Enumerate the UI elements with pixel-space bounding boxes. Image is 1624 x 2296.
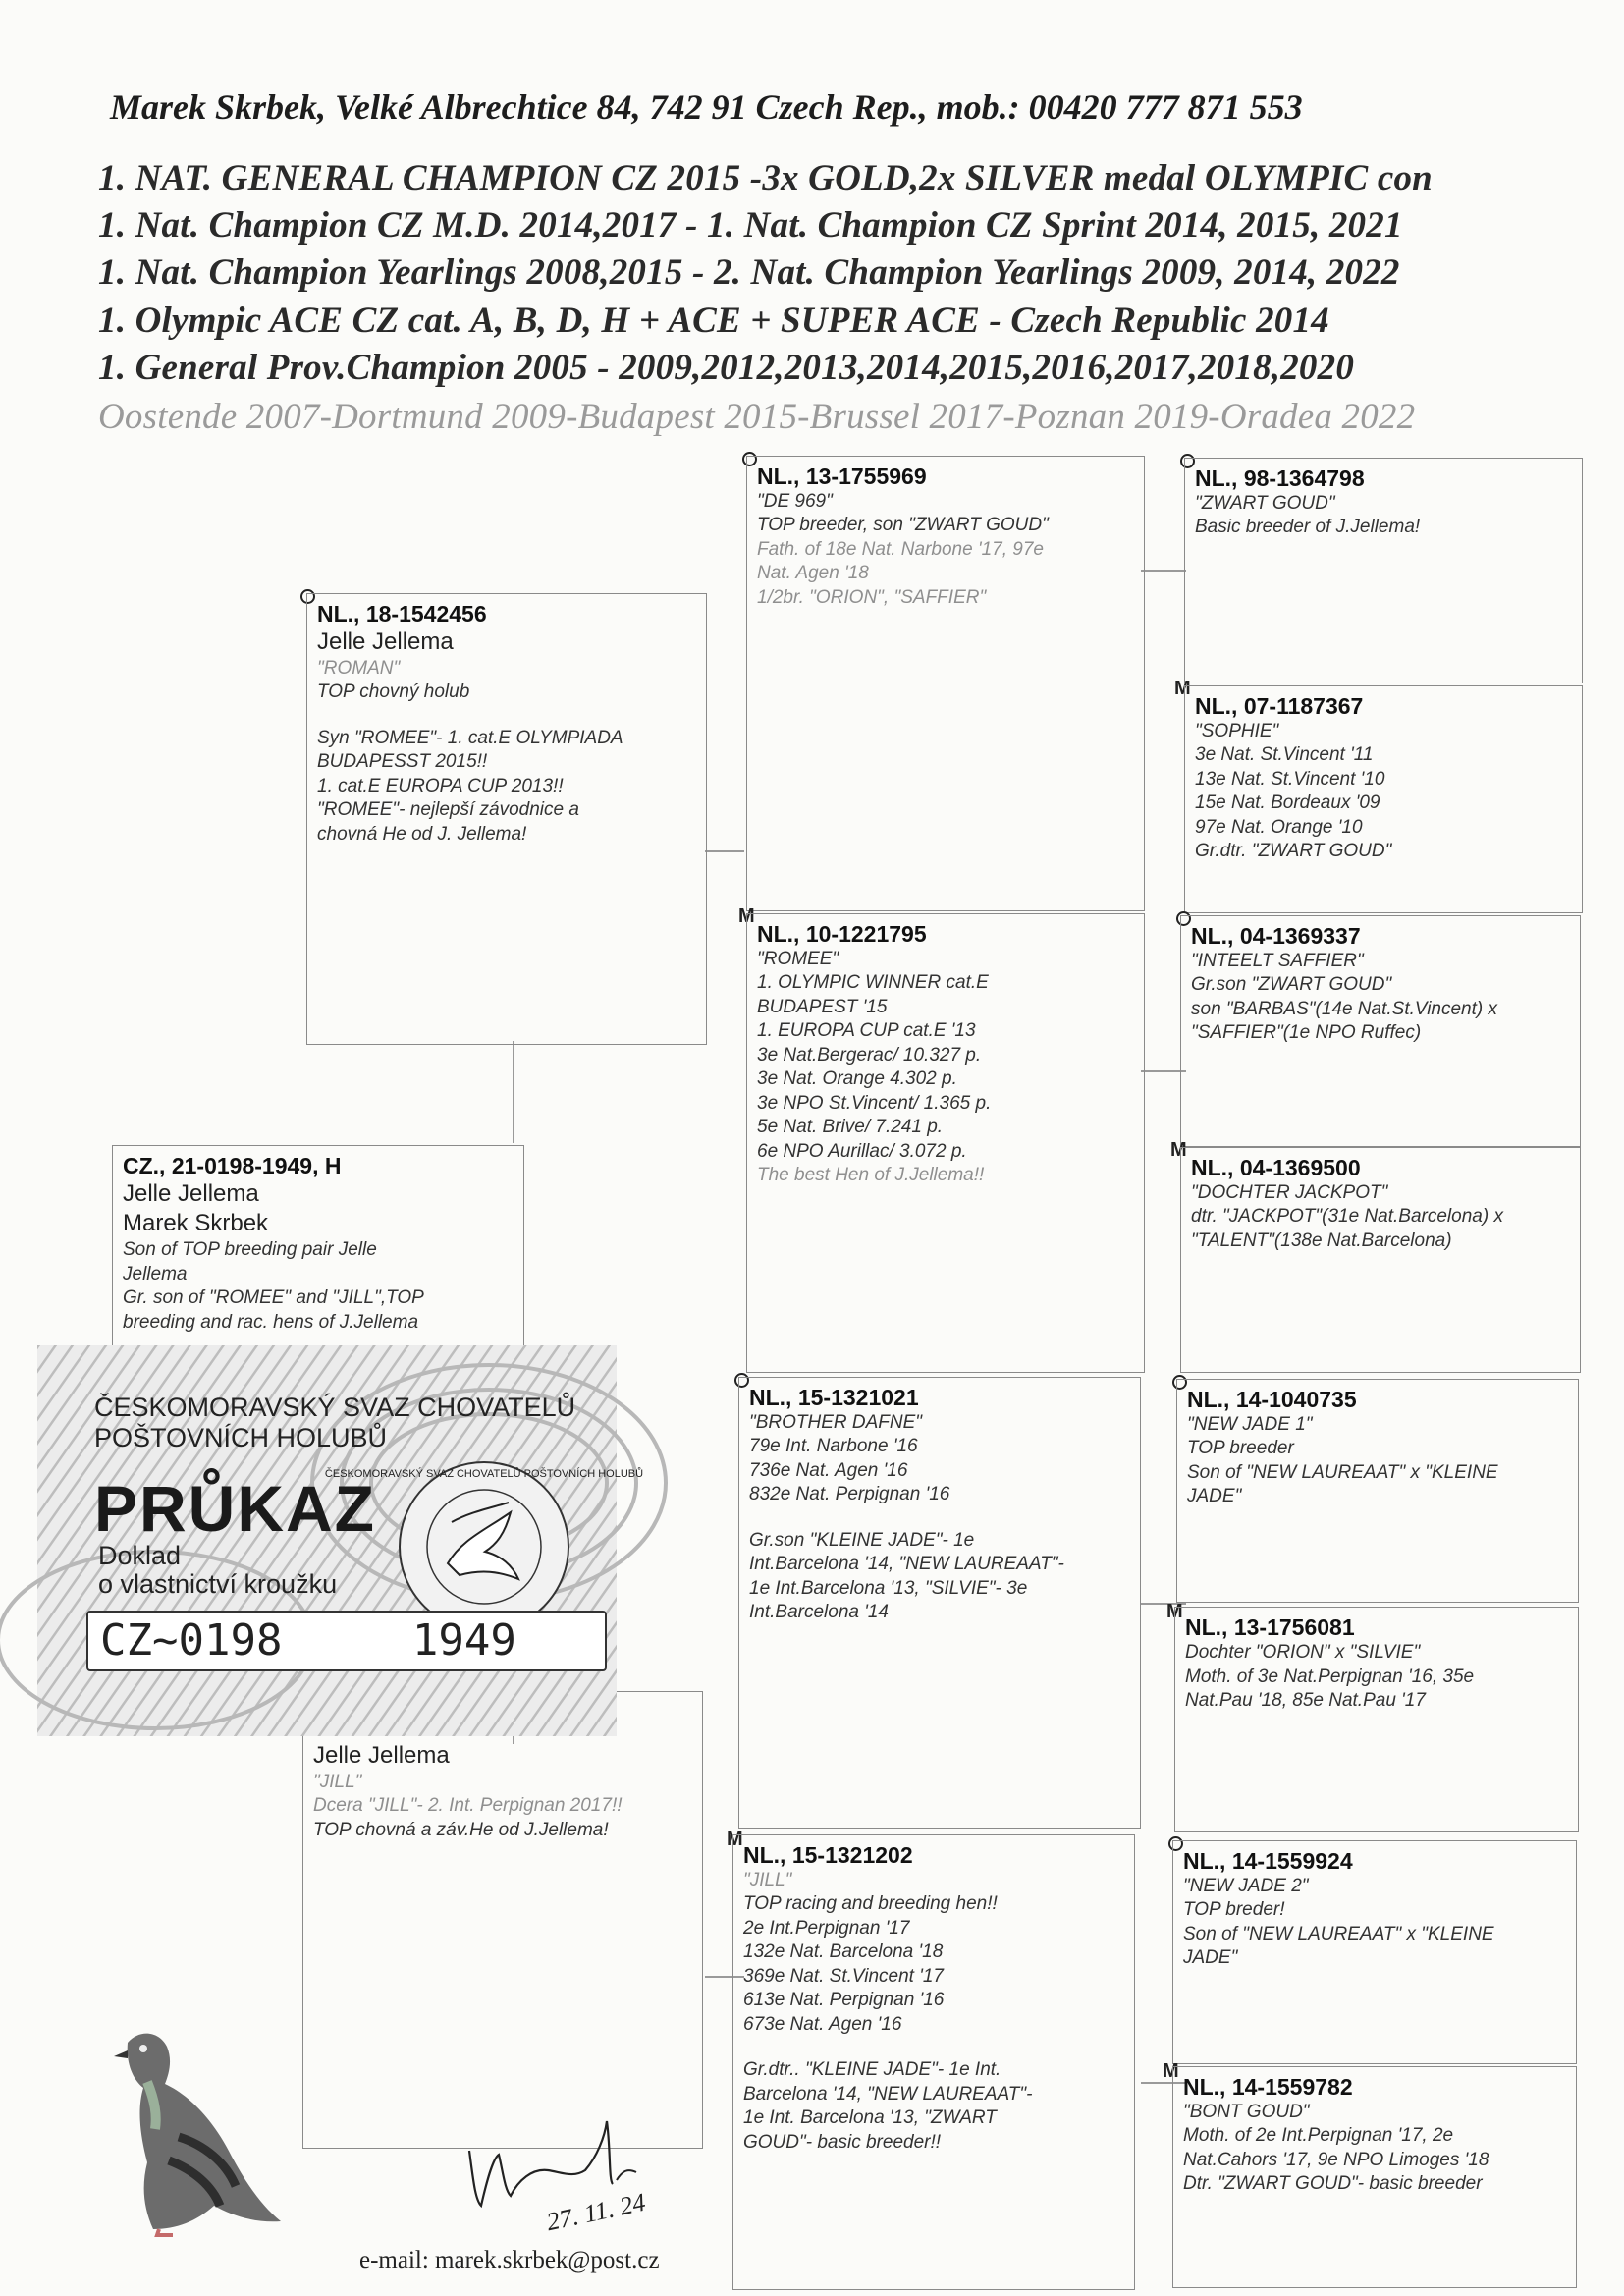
pigeon-note: 1/2br. "ORION", "SAFFIER" — [757, 586, 987, 608]
pigeon-ring: NL., 04-1369337 — [1191, 923, 1361, 949]
pigeon-note: BUDAPEST '15 — [757, 996, 888, 1017]
gen2-card-4 — [732, 1834, 1135, 2290]
card-title: PRŮKAZ — [94, 1472, 376, 1545]
gen3-card-7 — [1172, 1840, 1577, 2064]
female-symbol: M — [1163, 2060, 1179, 2082]
pigeon-note: 832e Nat. Perpignan '16 — [749, 1484, 950, 1504]
pigeon-icon — [88, 2013, 285, 2239]
sire-name: "ROMAN" — [317, 658, 401, 679]
pigeon-note: 5e Nat. Brive/ 7.241 p. — [757, 1117, 944, 1137]
female-symbol: M — [727, 1829, 743, 1850]
subject-pigeon-card — [112, 1145, 524, 1351]
pigeon-note: The best Hen of J.Jellema!! — [757, 1165, 985, 1185]
pigeon-name: "JILL" — [743, 1870, 792, 1890]
gen3-card-6 — [1174, 1607, 1579, 1832]
subject-owner: Jelle Jellema — [123, 1180, 259, 1207]
dam-owner: Jelle Jellema — [313, 1742, 450, 1769]
pigeon-note: JADE" — [1187, 1486, 1242, 1506]
pigeon-name: "DE 969" — [757, 491, 833, 512]
pigeon-note: 132e Nat. Barcelona '18 — [743, 1941, 944, 1962]
pigeon-note: Gr.dtr.. "KLEINE JADE"- 1e Int. — [743, 2059, 1001, 2080]
card-doc-line: Doklad — [98, 1541, 182, 1570]
sire-card — [306, 593, 707, 1045]
pigeon-note: 736e Nat. Agen '16 — [749, 1459, 908, 1481]
achievement-line: 1. Olympic ACE CZ cat. A, B, D, H + ACE + SUPER ACE - Czech Republic 2014 — [98, 301, 1329, 341]
pigeon-note: TOP racing and breeding hen!! — [743, 1893, 998, 1914]
card-org-line: ČESKOMORAVSKÝ SVAZ CHOVATELŮ — [94, 1393, 576, 1422]
pigeon-note: 369e Nat. St.Vincent '17 — [743, 1965, 944, 1987]
sire-note: 1. cat.E EUROPA CUP 2013!! — [317, 775, 564, 796]
pigeon-note: Nat.Cahors '17, 9e NPO Limoges '18 — [1183, 2149, 1489, 2170]
gen2-card-2 — [746, 913, 1145, 1373]
pigeon-note: Fath. of 18e Nat. Narbone '17, 97e — [757, 538, 1044, 560]
pigeon-note: 3e NPO St.Vincent/ 1.365 p. — [757, 1092, 992, 1114]
sire-note: chovná He od J. Jellema! — [317, 823, 527, 845]
pigeon-name: "ZWART GOUD" — [1195, 493, 1335, 514]
gen3-card-8 — [1172, 2066, 1577, 2288]
pigeon-ring: NL., 13-1756081 — [1185, 1614, 1355, 1640]
pigeon-ring: NL., 14-1040735 — [1187, 1387, 1357, 1412]
pigeon-note: Gr.son "ZWART GOUD" — [1191, 974, 1392, 995]
pigeon-note: 2e Int.Perpignan '17 — [743, 1917, 910, 1939]
seal-text: ČESKOMORAVSKÝ SVAZ CHOVATELŮ POŠTOVNÍCH HOLUBŮ — [324, 1468, 644, 1480]
pigeon-name: "BONT GOUD" — [1183, 2102, 1310, 2122]
pigeon-ring: NL., 15-1321202 — [743, 1842, 913, 1868]
pigeon-note: son "BARBAS"(14e Nat.St.Vincent) x — [1191, 998, 1498, 1019]
pigeon-note: 3e Nat. Orange 4.302 p. — [757, 1068, 957, 1089]
connector-line — [513, 1041, 514, 1143]
pigeon-note: Gr.dtr. "ZWART GOUD" — [1195, 841, 1392, 861]
achievement-line: 1. Nat. Champion Yearlings 2008,2015 - 2. Nat. Champion Yearlings 2009, 2014, 2022 — [98, 252, 1400, 293]
pigeon-note: 673e Nat. Agen '16 — [743, 2013, 902, 2035]
pigeon-note: Moth. of 3e Nat.Perpignan '16, 35e — [1185, 1666, 1475, 1687]
pigeon-note: 13e Nat. St.Vincent '10 — [1195, 768, 1385, 790]
email-line[interactable]: e-mail: marek.skrbek@post.cz — [359, 2247, 660, 2273]
dam-note: TOP chovná a záv.He od J.Jellema! — [313, 1819, 609, 1840]
pigeon-ring: NL., 14-1559924 — [1183, 1848, 1353, 1874]
sire-note: BUDAPESST 2015!! — [317, 751, 488, 772]
pigeon-note: Int.Barcelona '14, "NEW LAUREAAT"- — [749, 1554, 1064, 1574]
pigeon-ring: NL., 04-1369500 — [1191, 1155, 1361, 1180]
signature-date: 27. 11. 24 — [543, 2187, 648, 2237]
pigeon-note: 1e Int.Barcelona '13, "SILVIE"- 3e — [749, 1577, 1028, 1599]
subject-owner: Marek Skrbek — [123, 1210, 269, 1236]
female-symbol: M — [738, 905, 755, 927]
pigeon-note: TOP breeder — [1187, 1438, 1294, 1458]
card-organization — [94, 1393, 575, 1453]
pigeon-ring: NL., 15-1321021 — [749, 1385, 919, 1410]
pigeon-name: "DOCHTER JACKPOT" — [1191, 1182, 1388, 1203]
pigeon-note: 97e Nat. Orange '10 — [1195, 816, 1363, 838]
pigeon-note: Son of "NEW LAUREAAT" x "KLEINE — [1183, 1923, 1494, 1944]
pigeon-note: Dochter "ORION" x "SILVIE" — [1185, 1642, 1421, 1663]
pigeon-note: 15e Nat. Bordeaux '09 — [1195, 793, 1380, 813]
subject-note: Gr. son of "ROMEE" and "JILL",TOP — [123, 1287, 424, 1308]
dam-note: Dcera "JILL"- 2. Int. Perpignan 2017!! — [313, 1795, 623, 1816]
gen2-card-1 — [746, 456, 1145, 911]
dam-name: "JILL" — [313, 1772, 362, 1792]
female-symbol: M — [1166, 1601, 1183, 1622]
pigeon-ring: NL., 14-1559782 — [1183, 2074, 1353, 2100]
pigeon-note: Barcelona '14, "NEW LAUREAAT"- — [743, 2083, 1033, 2105]
pigeon-note: GOUD"- basic breeder!! — [743, 2131, 942, 2153]
card-org-line: POŠTOVNÍCH HOLUBŮ — [94, 1423, 388, 1452]
achievement-line: Oostende 2007-Dortmund 2009-Budapest 2015-Brussel 2017-Poznan 2019-Oradea 2022 — [98, 397, 1416, 437]
pigeon-name: "INTEELT SAFFIER" — [1191, 951, 1364, 971]
pigeon-note: 1. EUROPA CUP cat.E '13 — [757, 1020, 976, 1041]
gen3-card-4 — [1180, 1147, 1581, 1373]
pigeon-note: 613e Nat. Perpignan '16 — [743, 1990, 945, 2010]
pigeon-ring: NL., 98-1364798 — [1195, 465, 1365, 491]
pigeon-note: 79e Int. Narbone '16 — [749, 1436, 918, 1456]
pigeon-note: "TALENT"(138e Nat.Barcelona) — [1191, 1230, 1452, 1251]
pigeon-note: Gr.son "KLEINE JADE"- 1e — [749, 1529, 975, 1551]
pigeon-note: Dtr. "ZWART GOUD"- basic breeder — [1183, 2173, 1483, 2194]
subject-note: Son of TOP breeding pair Jelle — [123, 1239, 377, 1260]
card-document-label — [98, 1542, 337, 1599]
subject-note: Jellema — [123, 1263, 188, 1285]
pigeon-note: Basic breeder of J.Jellema! — [1195, 517, 1421, 537]
connector-line — [1141, 570, 1186, 572]
pigeon-note: Nat. Agen '18 — [757, 563, 869, 583]
sire-note: "ROMEE"- nejlepší závodnice a — [317, 799, 579, 820]
pigeon-note: TOP breeder, son "ZWART GOUD" — [757, 515, 1049, 535]
pigeon-name: "ROMEE" — [757, 949, 839, 969]
gen2-card-3 — [738, 1377, 1141, 1829]
pigeon-note: Nat.Pau '18, 85e Nat.Pau '17 — [1185, 1690, 1426, 1711]
subject-ring: CZ., 21-0198-1949, H — [123, 1153, 342, 1178]
gen3-card-1 — [1184, 458, 1583, 683]
pigeon-note: JADE" — [1183, 1947, 1238, 1968]
pigeon-name: "SOPHIE" — [1195, 721, 1279, 741]
pigeon-note: "SAFFIER"(1e NPO Ruffec) — [1191, 1022, 1422, 1043]
female-symbol: M — [1174, 678, 1191, 699]
ring-ownership-card — [37, 1345, 644, 1736]
pigeon-note: 6e NPO Aurillac/ 3.072 p. — [757, 1140, 967, 1162]
achievement-line: 1. Nat. Champion CZ M.D. 2014,2017 - 1. Nat. Champion CZ Sprint 2014, 2015, 2021 — [98, 205, 1403, 246]
connector-line — [705, 850, 744, 852]
pigeon-name: "BROTHER DAFNE" — [749, 1412, 923, 1433]
gen3-card-2 — [1184, 685, 1583, 913]
pigeon-name: "NEW JADE 2" — [1183, 1876, 1309, 1896]
pigeon-ring: NL., 07-1187367 — [1195, 693, 1364, 719]
achievement-line: 1. General Prov.Champion 2005 - 2009,2012,2013,2014,2015,2016,2017,2018,2020 — [98, 348, 1355, 388]
pigeon-note: dtr. "JACKPOT"(31e Nat.Barcelona) x — [1191, 1206, 1503, 1227]
pigeon-note: Son of "NEW LAUREAAT" x "KLEINE — [1187, 1461, 1498, 1483]
pigeon-note: Int.Barcelona '14 — [749, 1602, 889, 1622]
subject-note: breeding and rac. hens of J.Jellema — [123, 1311, 419, 1333]
gen3-card-5 — [1176, 1379, 1579, 1603]
pigeon-ring: NL., 13-1755969 — [757, 464, 927, 489]
sire-ring: NL., 18-1542456 — [317, 601, 487, 627]
pigeon-name: "NEW JADE 1" — [1187, 1414, 1313, 1435]
pigeon-note: 3e Nat.Bergerac/ 10.327 p. — [757, 1044, 982, 1066]
achievement-line: 1. NAT. GENERAL CHAMPION CZ 2015 -3x GOLD,2x SILVER medal OLYMPIC con — [98, 158, 1433, 198]
sire-owner: Jelle Jellema — [317, 629, 454, 655]
pigeon-note: TOP breder! — [1183, 1899, 1285, 1920]
card-ring-number: CZ~0198 1949 — [86, 1611, 607, 1671]
sire-note: Syn "ROMEE"- 1. cat.E OLYMPIADA — [317, 727, 623, 748]
owner-contact-line: Marek Skrbek, Velké Albrechtice 84, 742 91 Czech Rep., mob.: 00420 777 871 553 — [110, 87, 1303, 127]
dam-card — [302, 1691, 703, 2149]
gen3-card-3 — [1180, 915, 1581, 1147]
pigeon-note: Moth. of 2e Int.Perpignan '17, 2e — [1183, 2125, 1454, 2146]
card-doc-line: o vlastnictví kroužku — [98, 1569, 338, 1599]
sire-note: TOP chovný holub — [317, 682, 470, 702]
pigeon-note: 1e Int. Barcelona '13, "ZWART — [743, 2107, 997, 2128]
pigeon-ring: NL., 10-1221795 — [757, 921, 927, 947]
female-symbol: M — [1170, 1139, 1187, 1161]
pigeon-note: 1. OLYMPIC WINNER cat.E — [757, 972, 989, 993]
pigeon-note: 3e Nat. St.Vincent '11 — [1195, 744, 1374, 765]
